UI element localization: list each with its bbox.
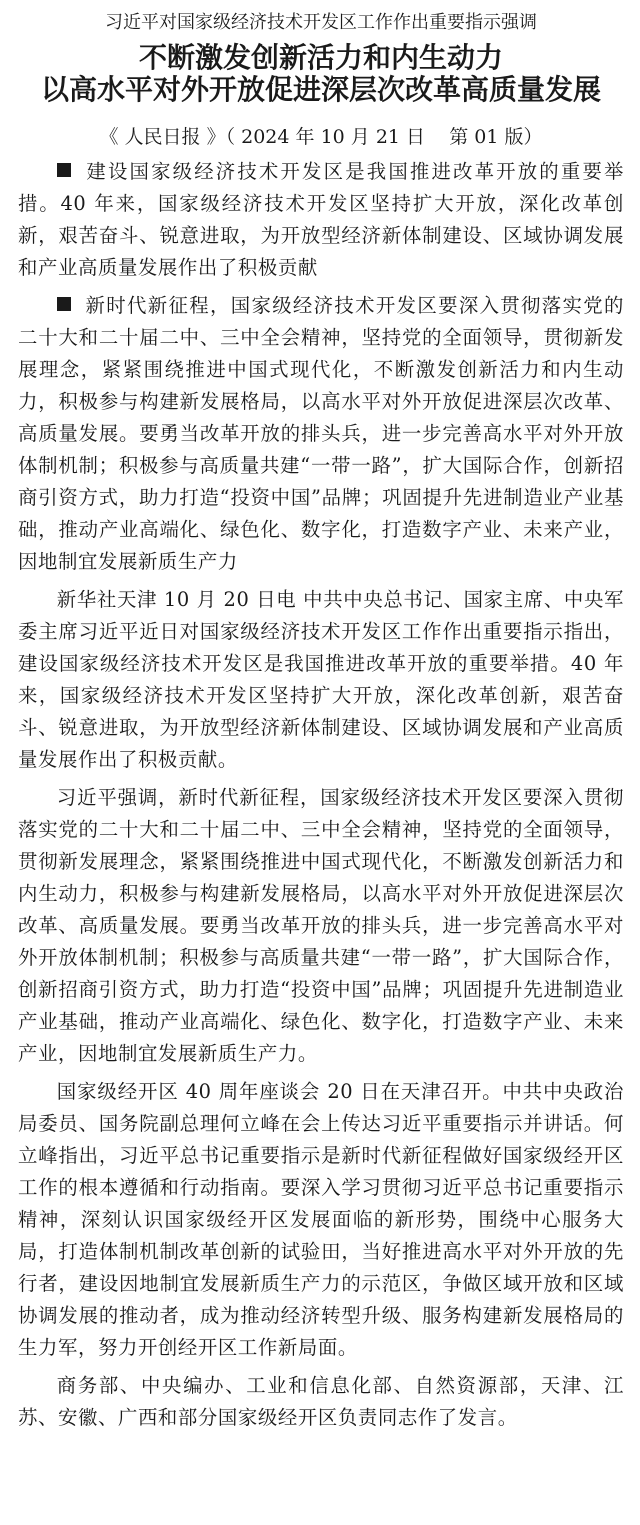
- summary-text-2: 新时代新征程，国家级经济技术开发区要深入贯彻落实党的二十大和二十届二中、三中全会精神，坚持党的全面领导，贯彻新发展理念，紧紧围绕推进中国式现代化，不断激发创新活力和内生动力，积极参与构建新发展格局，以高水平对外开放促进深层次改革、高质量发展。要勇当改革开放的排头兵，进一步完善高水平对外开放体制机制；积极参与高质量共建“一带一路”，扩大国际合作，创新招商引资方式，助力打造“投资中国”品牌；巩固提升先进制造业产业基础，推动产业高端化、绿色化、数字化，打造数字产业、未来产业，因地制宜发展新质生产力: [18, 294, 624, 573]
- square-bullet-icon: [57, 163, 71, 177]
- body-paragraph-4: 商务部、中央编办、工业和信息化部、自然资源部，天津、江苏、安徽、广西和部分国家级经开区负责同志作了发言。: [18, 1374, 624, 1429]
- summary-text-1: 建设国家级经济技术开发区是我国推进改革开放的重要举措。40 年来，国家级经济技术开发区坚持扩大开放，深化改革创新，艰苦奋斗、锐意进取，为开放型经济新体制建设、区域协调发展和产业高质量发展作出了积极贡献: [18, 160, 624, 279]
- square-bullet-icon: [57, 297, 71, 311]
- headline-line-1: 不断激发创新活力和内生动力: [138, 41, 503, 74]
- body-paragraph-2: 习近平强调，新时代新征程，国家级经济技术开发区要深入贯彻落实党的二十大和二十届二中、三中全会精神，坚持党的全面领导，贯彻新发展理念，紧紧围绕推进中国式现代化，不断激发创新活力和内生动力，积极参与构建新发展格局，以高水平对外开放促进深层次改革、高质量发展。要勇当改革开放的排头兵，进一步完善高水平对外开放体制机制；积极参与高质量共建“一带一路”，扩大国际合作，创新招商引资方式，助力打造“投资中国”品牌；巩固提升先进制造业产业基础，推动产业高端化、绿色化、数字化，打造数字产业、未来产业，因地制宜发展新质生产力。: [18, 786, 624, 1065]
- headline-line-2: 以高水平对外开放促进深层次改革高质量发展: [40, 73, 601, 106]
- body-paragraph-3: 国家级经开区 40 周年座谈会 20 日在天津召开。中共中央政治局委员、国务院副总理何立峰在会上传达习近平重要指示并讲话。何立峰指出，习近平总书记重要指示是新时代新征程做好国家级经开区工作的根本遵循和行动指南。要深入学习贯彻习近平总书记重要指示精神，深刻认识国家级经开区发展面临的新形势，围绕中心服务大局，打造体制机制改革创新的试验田，当好推进高水平对外开放的先行者，建设因地制宜发展新质生产力的示范区，争做区域开放和区域协调发展的推动者，成为推动经济转型升级、服务构建新发展格局的生力军，努力开创经开区工作新局面。: [18, 1080, 624, 1359]
- article-kicker: 习近平对国家级经济技术开发区工作作出重要指示强调: [105, 12, 537, 33]
- summary-paragraph-1: [18, 156, 624, 284]
- summary-paragraph-2: [18, 290, 624, 578]
- body-paragraph-1: 新华社天津 10 月 20 日电 中共中央总书记、国家主席、中央军委主席习近平近日对国家级经济技术开发区工作作出重要指示指出，建设国家级经济技术开发区是我国推进改革开放的重要举措。40 年来，国家级经济技术开发区坚持扩大开放，深化改革创新，艰苦奋斗、锐意进取，为开放型经济新体制建设、区域协调发展和产业高质量发展作出了积极贡献。: [18, 588, 624, 771]
- source-dateline: 《 人民日报 》（ 2024 年 10 月 21 日 第 01 版）: [99, 126, 543, 148]
